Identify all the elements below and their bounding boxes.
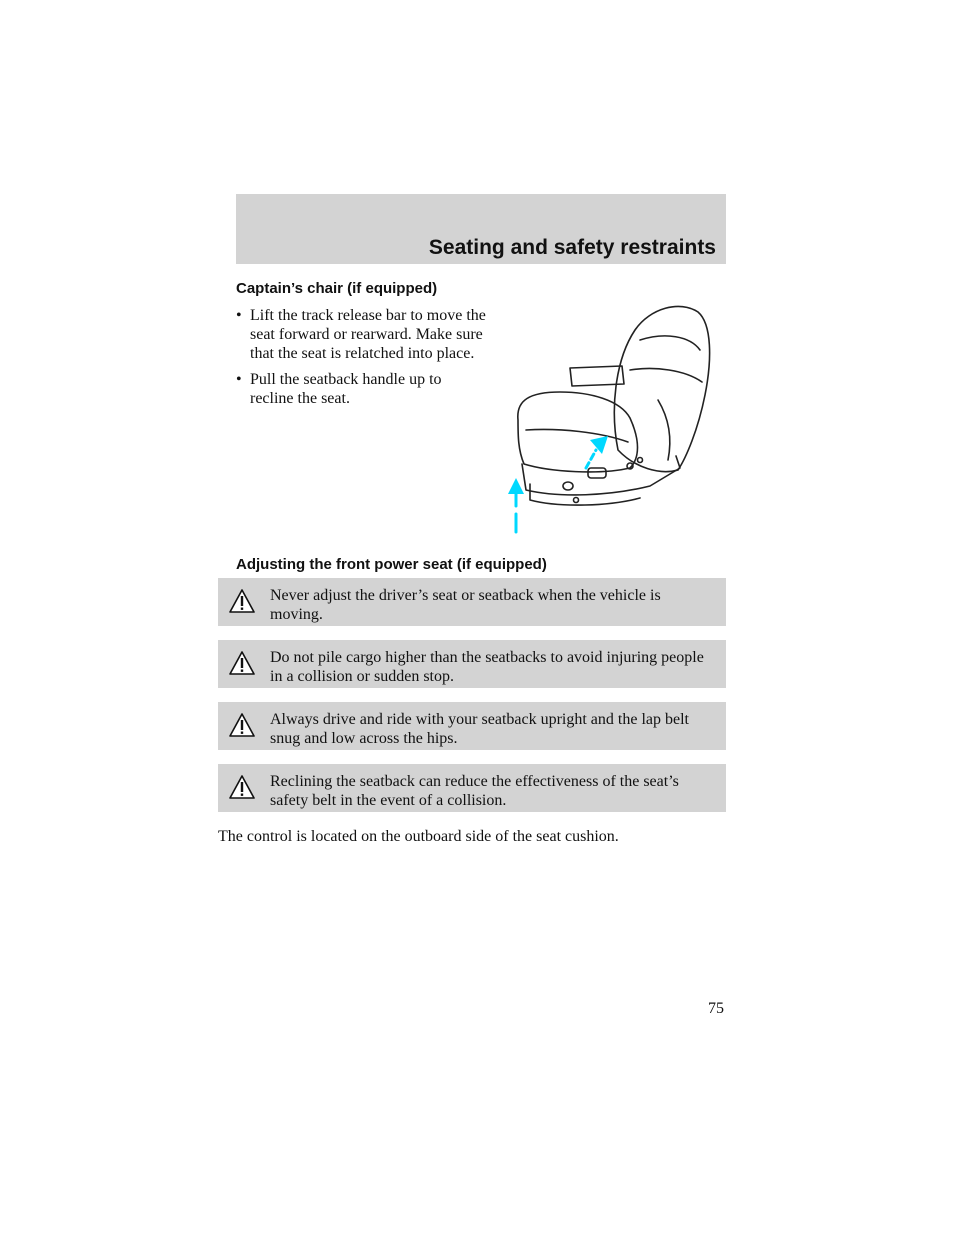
fastener <box>574 498 579 503</box>
captains-chair-heading: Captain’s chair (if equipped) <box>236 280 438 297</box>
seat-base <box>522 456 680 495</box>
section-header <box>236 194 726 264</box>
warning-text: Do not pile cargo higher than the seatbacks to avoid injuring people in a collision or sudden stop. <box>270 649 704 685</box>
warning-box <box>218 764 726 812</box>
captains-chair-bullets <box>236 306 486 415</box>
recline-handle <box>588 468 606 478</box>
seatback-seam <box>640 336 700 350</box>
control-knob <box>563 482 573 490</box>
power-seat-heading: Adjusting the front power seat (if equipped) <box>236 556 547 573</box>
recline-arrow <box>586 450 596 468</box>
warning-box <box>218 578 726 626</box>
warning-text: Always drive and ride with your seatback upright and the lap belt snug and low across the hips. <box>270 711 689 747</box>
warning-triangle-icon <box>228 774 256 800</box>
seatback-shape <box>614 306 709 471</box>
list-item <box>236 370 486 408</box>
warning-triangle-icon <box>228 650 256 676</box>
warning-box <box>218 640 726 688</box>
bullet-text: Pull the seatback handle up to recline the seat. <box>250 371 442 407</box>
seatback-seam <box>658 400 670 460</box>
warning-text: Reclining the seatback can reduce the effectiveness of the seat’s safety belt in the event of a collision. <box>270 773 679 809</box>
bullet-text: Lift the track release bar to move the seat forward or rearward. Make sure that the seat is relatched into place. <box>250 307 486 362</box>
fastener <box>638 458 643 463</box>
warning-triangle-icon <box>228 588 256 614</box>
seatback-seam <box>630 369 702 383</box>
track-arrowhead <box>508 478 524 494</box>
cushion-seam <box>526 430 628 443</box>
page-number: 75 <box>708 1000 724 1017</box>
warning-triangle-icon <box>228 712 256 738</box>
bullet-glyph: • <box>236 371 242 388</box>
warning-text: Never adjust the driver’s seat or seatback when the vehicle is moving. <box>270 587 661 623</box>
captains-chair-illustration <box>490 300 720 540</box>
control-location-note: The control is located on the outboard side of the seat cushion. <box>218 828 619 845</box>
bullet-glyph: • <box>236 307 242 324</box>
recline-arrowhead <box>590 436 608 454</box>
warning-box <box>218 702 726 750</box>
list-item <box>236 306 486 363</box>
section-title: Seating and safety restraints <box>428 236 716 259</box>
